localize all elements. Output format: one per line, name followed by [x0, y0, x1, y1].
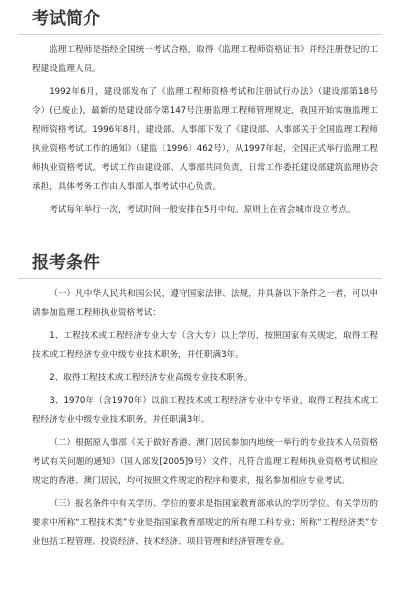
- requirement-paragraph: 2、取得工程技术或工程经济专业高级专业技术职务。: [49, 373, 253, 383]
- intro-paragraph: 1992年6月，建设部发布了《监理工程师资格考试和注册试行办法》（建设部第18号令）(已废止)，最新的是建设部令第147号注册监理工程师管理规定，我国开始实施监理工程师资格考试。1996年8月，建设部、人事部下发了《建设部、人事部关于全国监理工程师执业资格考试工作的通知》（建监〔1996〕462号），从1997年起，全国正式举行监理工程师执业资格考试。考试工作由建设部、人事部共同负责，日常工作委托建设部建筑监理协会承担，具体考务工作由人事部人事考试中心负责。: [32, 87, 378, 192]
- requirement-paragraph: （一）凡中华人民共和国公民，遵守国家法律、法规，并具备以下条件之一者，可以申请参加监理工程师执业资格考试：: [32, 289, 378, 318]
- intro-paragraph: 考试每年举行一次，考试时间一般安排在5月中旬。原则上在省会城市设立考点。: [49, 205, 356, 215]
- requirement-paragraph: （三）报名条件中有关学历、学位的要求是指国家教育部承认的学历学位。有关学历的要求中所称“工程技术类”专业是指国家教育部规定的所有理工科专业；所称“工程经济类”专业包括工程管理、投资经济、技术经济、项目管理和经济管理专业。: [32, 499, 378, 547]
- requirements-body: [18, 279, 382, 552]
- requirement-paragraph: 1、工程技术或工程经济专业大专（含大专）以上学历，按照国家有关规定，取得工程技术或工程经济专业中级专业技术职务，并任职满3年。: [32, 331, 378, 360]
- section-spacer: [18, 224, 382, 244]
- intro-paragraph: 监理工程师是指经全国统一考试合格，取得《监理工程师资格证书》并经注册登记的工程建设监理人员。: [32, 45, 378, 74]
- requirement-paragraph: （二）根据原人事部《关于做好香港、澳门居民参加内地统一举行的专业技术人员资格考试有关问题的通知》（国人部发[2005]9号）文件，凡符合监理工程师执业资格考试相应规定的香港、澳门居民，均可按照文件规定的程序和要求，报名参加相应专业考试。: [32, 438, 378, 486]
- exam-intro-heading: 考试简介: [32, 9, 100, 29]
- exam-intro-body: [18, 35, 382, 220]
- requirements-heading: 报考条件: [32, 253, 100, 273]
- requirement-paragraph: 3、1970年（含1970年）以前工程技术或工程经济专业中专毕业，取得工程技术或工程经济专业中级专业技术职务，并任职满3年。: [32, 396, 378, 425]
